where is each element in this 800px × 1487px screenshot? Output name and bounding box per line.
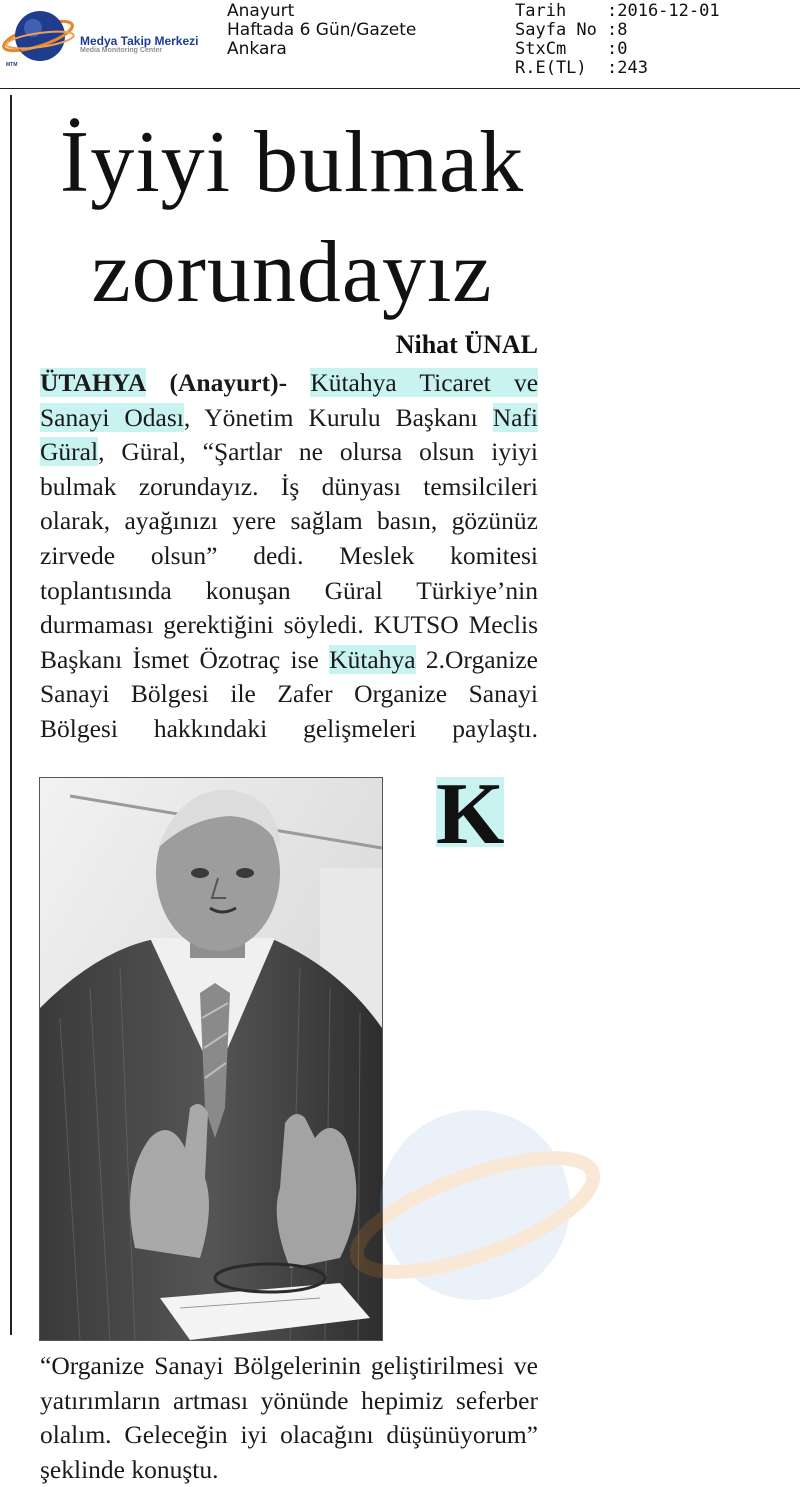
highlight-name: Nafi Güral <box>40 402 538 467</box>
meta-key: Tarih <box>515 1 567 21</box>
article-dateline-city: ÜTAHYA <box>40 368 147 397</box>
article-body <box>40 366 538 1487</box>
logo-title: Medya Takip Merkezi <box>80 34 199 48</box>
meta-row-date <box>515 2 720 21</box>
meta-value: :2016-12-01 <box>607 1 720 21</box>
logo-mark-text: MTM <box>6 62 18 68</box>
globe-logo-icon <box>0 6 80 68</box>
meta-value: :243 <box>607 58 648 78</box>
byline: Nihat ÜNAL <box>395 330 538 359</box>
article-text: , Güral, “Şartlar ne olursa olsun iyiyi bulmak zorundayız. İş dünyası temsilcileri olarak, ayağınızı yere sağlam basın, gözünüz zirvede olsun” dedi. Meslek komitesi toplantısında konuşan Güral Türkiye’nin durmaması gerektiğini söyledi. KUTSO Meclis Başkanı İsmet Özotraç ise <box>40 437 538 674</box>
logo-subtitle: Media Monitoring Center <box>80 47 163 54</box>
meta-row-page <box>515 21 720 40</box>
highlight-city: Kütahya <box>329 644 416 674</box>
source-info <box>227 2 416 59</box>
source-city: Ankara <box>227 39 287 59</box>
meta-row-ad-equivalent <box>515 59 720 78</box>
meta-key: R.E(TL) <box>515 58 587 78</box>
article-text: 2.Organize Sanayi Bölgesi ile Zafer Organize Sanayi Bölgesi hakkındaki gelişmeleri paylaştı. “Organize Sanayi Bölgelerinin geliştirilmesi ve yatırımların artması yönünde hepimiz seferber olalım. Geleceğin iyi olacağını düşünüyorum” şeklinde konuştu. <box>40 644 538 1484</box>
headline-line-1: İyiyi bulmak <box>59 114 525 211</box>
meta-row-stxcm <box>515 40 720 59</box>
highlight-chamber: Kütahya Ticaret ve Sanayi Odası <box>40 368 539 432</box>
source-newspaper: Anayurt <box>227 1 295 21</box>
meta-value: :8 <box>607 20 628 40</box>
article-text: , Yönetim Kurulu Başkanı <box>183 402 493 432</box>
meta-value: :0 <box>607 39 628 59</box>
mtm-logo <box>0 6 225 68</box>
meta-key: Sayfa No <box>515 20 597 40</box>
source-frequency: Haftada 6 Gün/Gazete <box>227 20 417 40</box>
header-divider <box>0 88 800 89</box>
clipping-meta <box>515 2 720 78</box>
meta-key: StxCm <box>515 39 567 59</box>
headline <box>0 108 584 328</box>
dropcap: K <box>436 766 505 863</box>
headline-line-2: zorundayız <box>91 224 493 321</box>
article-agency: (Anayurt)- <box>169 368 288 397</box>
